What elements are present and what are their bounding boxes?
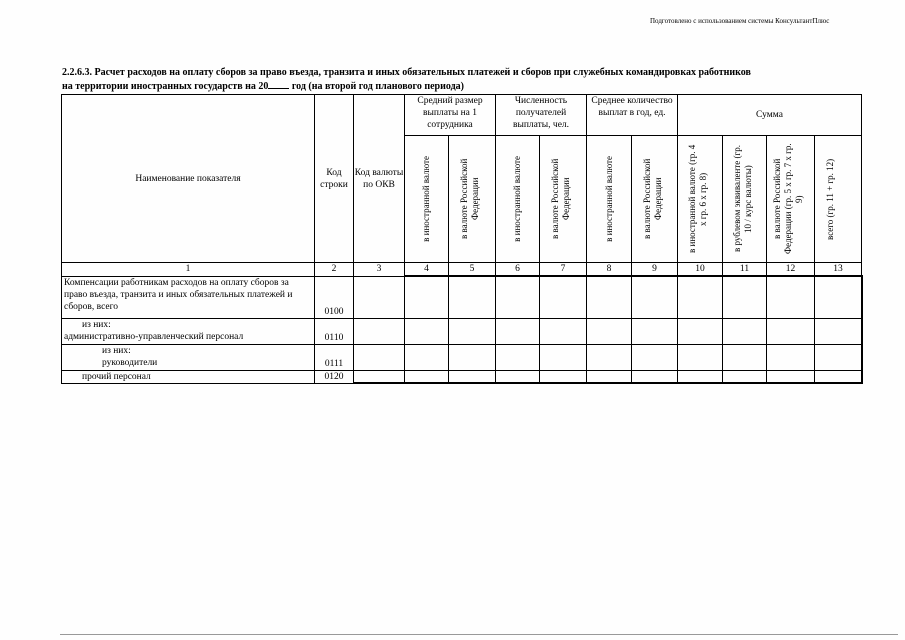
row-subheading: из них: (82, 319, 111, 330)
cell-input[interactable] (405, 370, 449, 383)
table-row (62, 276, 862, 318)
cell-input[interactable] (405, 276, 449, 318)
header-count-rub: в валюте Российской Федерации (550, 158, 571, 240)
cell-input[interactable] (449, 276, 496, 318)
cell-input[interactable] (587, 276, 632, 318)
cell-input[interactable] (678, 370, 723, 383)
cell-input[interactable] (767, 370, 815, 383)
header-avg-rub: в валюте Российской Федерации (459, 158, 480, 240)
header-count-foreign: в иностранной валюте (512, 156, 522, 242)
cell-input[interactable] (449, 344, 496, 370)
cell-input[interactable] (767, 344, 815, 370)
col-number: 11 (723, 263, 767, 277)
row-code-0120: 0120 (315, 370, 354, 383)
cell-input[interactable] (449, 370, 496, 383)
cell-input[interactable] (540, 344, 587, 370)
cell-input[interactable] (632, 344, 678, 370)
row-name-0111: из них: руководители (62, 344, 315, 370)
cell-input[interactable] (354, 344, 405, 370)
cell-input[interactable] (540, 370, 587, 383)
heading-line-2: на территории иностранных государств на 20 год (на второй год планового периода) (62, 81, 464, 92)
cell-input[interactable] (723, 318, 767, 344)
year-blank[interactable] (268, 79, 289, 89)
col-number: 8 (587, 263, 632, 277)
header-sum-rub: в валюте Российской Федерации (гр. 5 x гр. 7 x гр. 9) (771, 143, 804, 255)
cell-input[interactable] (405, 318, 449, 344)
cell-input[interactable] (723, 370, 767, 383)
cell-input[interactable] (678, 318, 723, 344)
cell-input[interactable] (354, 318, 405, 344)
header-sum-total: всего (гр. 11 + гр. 12) (825, 158, 835, 240)
header-sum-foreign: в иностранной валюте (гр. 4 x гр. 6 x гр. 8) (687, 144, 708, 254)
cell-input[interactable] (815, 318, 862, 344)
header-group-sum: Сумма (678, 95, 862, 136)
row-name-0120: прочий персонал (62, 370, 315, 383)
header-currency-code: Код валюты по ОКВ (354, 95, 405, 263)
cell-input[interactable] (767, 318, 815, 344)
heading-line-1: 2.2.6.3. Расчет расходов на оплату сборов за право въезда, транзита и иных обязательных платежей и сборов при служебных командировках работников (62, 67, 751, 78)
row-name-0110: из них: административно-управленческий персонал (62, 318, 315, 344)
column-numbers-row (62, 263, 862, 277)
cell-input[interactable] (632, 318, 678, 344)
cell-input[interactable] (587, 370, 632, 383)
col-number: 2 (315, 263, 354, 277)
cell-input[interactable] (767, 276, 815, 318)
row-code-0111: 0111 (315, 344, 354, 370)
cell-input[interactable] (815, 370, 862, 383)
consultant-plus-note: Подготовлено с использованием системы КонсультантПлюс (650, 17, 830, 25)
col-number: 13 (815, 263, 862, 277)
cell-input[interactable] (354, 276, 405, 318)
header-indicator-name: Наименование показателя (62, 95, 315, 263)
cell-input[interactable] (496, 276, 540, 318)
table-row (62, 370, 862, 383)
col-number: 1 (62, 263, 315, 277)
section-heading (62, 66, 751, 93)
row-name-0100: Компенсации работникам расходов на оплату сборов за право въезда, транзита и иных обязательных платежей и сборов, всего (62, 276, 315, 318)
col-number: 4 (405, 263, 449, 277)
cell-input[interactable] (678, 344, 723, 370)
col-number: 12 (767, 263, 815, 277)
row-subheading: из них: (102, 345, 131, 356)
cell-input[interactable] (449, 318, 496, 344)
cell-input[interactable] (587, 344, 632, 370)
cell-input[interactable] (723, 344, 767, 370)
col-number: 7 (540, 263, 587, 277)
cell-input[interactable] (496, 318, 540, 344)
col-number: 9 (632, 263, 678, 277)
header-avg-foreign: в иностранной валюте (421, 156, 431, 242)
cell-input[interactable] (405, 344, 449, 370)
cell-input[interactable] (354, 370, 405, 383)
col-number: 3 (354, 263, 405, 277)
cell-input[interactable] (815, 276, 862, 318)
header-group-average-count: Среднее количество выплат в год, ед. (587, 95, 678, 136)
cell-input[interactable] (723, 276, 767, 318)
header-group-recipients-count: Численность получателей выплаты, чел. (496, 95, 587, 136)
header-avgcount-foreign: в иностранной валюте (603, 156, 614, 242)
header-avgcount-rub: в валюте Российской Федерации (641, 158, 663, 240)
col-number: 5 (449, 263, 496, 277)
row-code-0110: 0110 (315, 318, 354, 344)
col-number: 10 (678, 263, 723, 277)
header-group-average-payment: Средний размер выплаты на 1 сотрудника (405, 95, 496, 136)
header-sum-rub-equivalent: в рублевом эквиваленте (гр. 10 / курс валюты) (731, 145, 753, 253)
cell-input[interactable] (540, 318, 587, 344)
cell-input[interactable] (632, 370, 678, 383)
cell-input[interactable] (678, 276, 723, 318)
expense-calculation-table (61, 94, 863, 384)
cell-input[interactable] (540, 276, 587, 318)
col-number: 6 (496, 263, 540, 277)
cell-input[interactable] (496, 344, 540, 370)
header-line-code: Код строки (315, 95, 354, 263)
cell-input[interactable] (815, 344, 862, 370)
table-row (62, 318, 862, 344)
cell-input[interactable] (632, 276, 678, 318)
table-row (62, 344, 862, 370)
row-code-0100: 0100 (315, 276, 354, 318)
page-bottom-divider (60, 634, 898, 635)
cell-input[interactable] (587, 318, 632, 344)
cell-input[interactable] (496, 370, 540, 383)
